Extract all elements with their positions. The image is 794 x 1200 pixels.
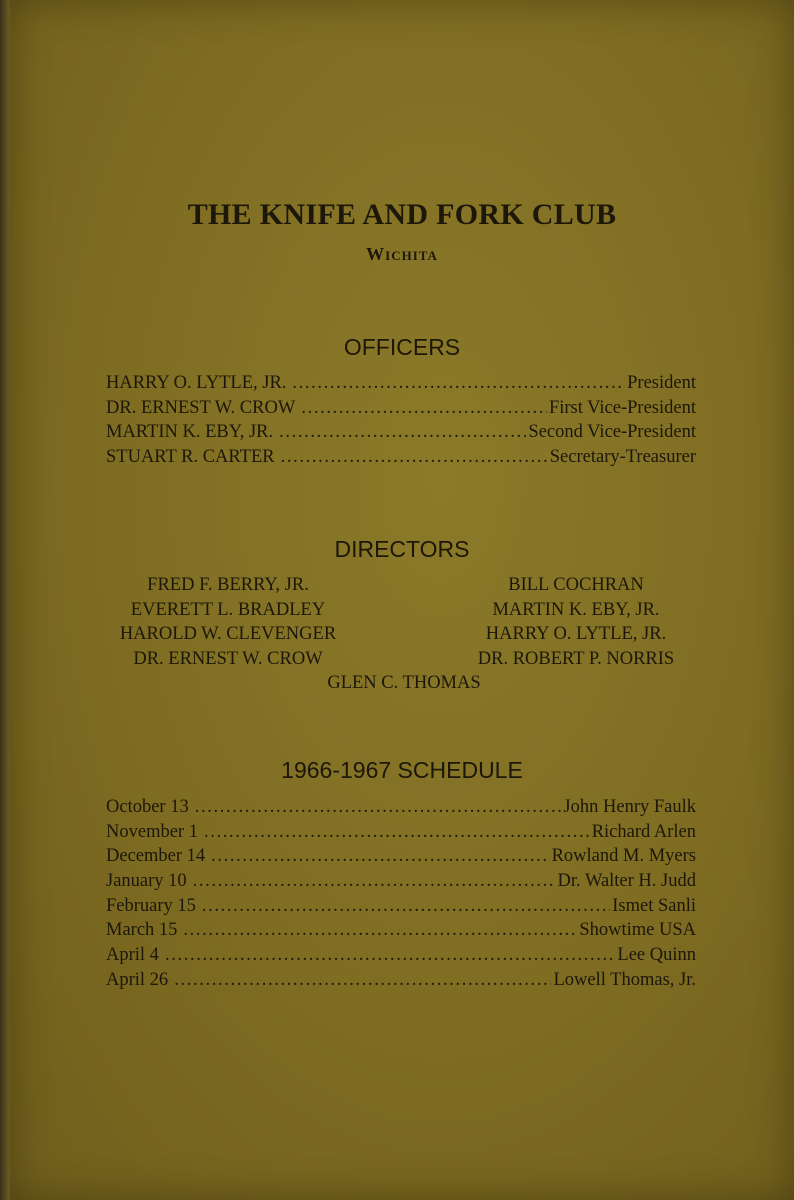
dot-leader — [195, 797, 562, 818]
schedule-row — [106, 896, 696, 921]
club-city: Wichita — [366, 244, 438, 264]
director-name: DR. ERNEST W. CROW — [133, 648, 323, 669]
dot-leader — [165, 945, 615, 966]
event-speaker: Richard Arlen — [591, 821, 696, 842]
event-speaker: Dr. Walter H. Judd — [557, 871, 696, 892]
director-name: BILL COCHRAN — [508, 575, 644, 595]
event-date: December 14 — [106, 846, 206, 867]
event-date: November 1 — [106, 821, 198, 842]
schedule-list — [106, 797, 696, 995]
club-title: THE KNIFE AND FORK CLUB — [187, 198, 617, 231]
schedule-row — [106, 920, 696, 945]
director-name: MARTIN K. EBY, JR. — [492, 599, 660, 620]
officer-role: Second Vice-President — [528, 422, 696, 443]
officer-row — [106, 398, 696, 423]
officer-role: Secretary-Treasurer — [549, 447, 696, 468]
event-speaker: John Henry Faulk — [563, 797, 696, 817]
event-speaker: Rowland M. Myers — [551, 846, 696, 867]
director-name: FRED F. BERRY, JR. — [147, 575, 309, 595]
officer-name: HARRY O. LYTLE, JR. — [106, 373, 287, 393]
schedule-row — [106, 822, 696, 847]
dot-leader — [292, 373, 625, 394]
dot-leader — [281, 447, 548, 468]
officer-name: STUART R. CARTER — [106, 447, 275, 468]
director-name-last: GLEN C. THOMAS — [327, 673, 481, 694]
director-name: DR. ROBERT P. NORRIS — [477, 648, 675, 669]
director-name: HARRY O. LYTLE, JR. — [485, 624, 667, 645]
dot-leader — [183, 920, 577, 941]
dot-leader — [204, 822, 590, 843]
page-edge — [0, 0, 10, 1200]
officer-name: MARTIN K. EBY, JR. — [106, 422, 274, 443]
officers-heading: OFFICERS — [343, 334, 461, 360]
schedule-row — [106, 871, 696, 896]
officer-role: President — [627, 373, 696, 393]
officers-list — [106, 373, 696, 472]
dot-leader — [174, 970, 551, 991]
dot-leader — [202, 896, 610, 917]
officer-role: First Vice-President — [548, 397, 696, 418]
event-date: February 15 — [106, 895, 196, 916]
officer-row — [106, 373, 696, 398]
event-date: April 4 — [106, 945, 159, 966]
directors-row — [10, 573, 794, 598]
program-page — [10, 0, 794, 1200]
event-speaker: Ismet Sanli — [612, 895, 696, 916]
dot-leader — [279, 422, 526, 443]
event-speaker: Showtime USA — [579, 920, 696, 941]
event-date: October 13 — [106, 797, 189, 817]
directors-list — [10, 573, 794, 696]
event-speaker: Lee Quinn — [617, 945, 696, 966]
officer-row — [106, 422, 696, 447]
officer-row — [106, 447, 696, 472]
event-date: March 15 — [106, 920, 178, 941]
officer-name: DR. ERNEST W. CROW — [106, 397, 296, 418]
dot-leader — [211, 846, 549, 867]
directors-row — [10, 622, 794, 647]
event-date: April 26 — [106, 969, 169, 990]
dot-leader — [301, 398, 547, 419]
schedule-row — [106, 945, 696, 970]
schedule-row — [106, 846, 696, 871]
schedule-row — [106, 797, 696, 822]
schedule-row — [106, 970, 696, 995]
directors-row — [10, 598, 794, 623]
directors-row — [10, 647, 794, 672]
director-name: HAROLD W. CLEVENGER — [119, 624, 337, 645]
event-speaker: Lowell Thomas, Jr. — [553, 969, 696, 990]
directors-heading: DIRECTORS — [334, 536, 470, 562]
director-name: EVERETT L. BRADLEY — [130, 599, 326, 620]
schedule-heading: 1966-1967 SCHEDULE — [281, 757, 523, 783]
dot-leader — [193, 871, 556, 892]
event-date: January 10 — [106, 871, 187, 892]
